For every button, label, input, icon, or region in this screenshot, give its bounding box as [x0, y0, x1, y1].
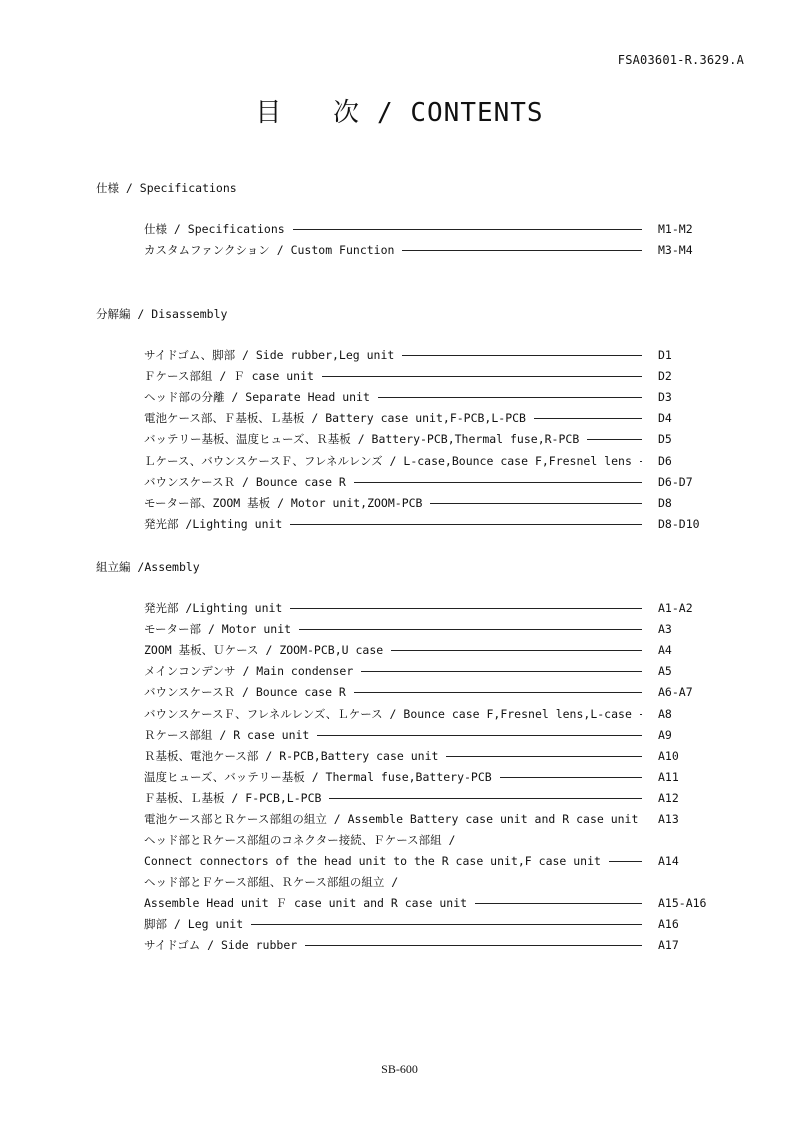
toc-entry[interactable] [144, 452, 704, 470]
toc-entry-page: M3-M4 [658, 243, 693, 257]
toc-entry-page: D5 [658, 432, 672, 446]
leader-line [317, 735, 642, 736]
toc-entry[interactable] [144, 367, 704, 385]
section-heading-disassembly: 分解編 / Disassembly [96, 307, 228, 321]
toc-entry-label: Ｌケース、バウンスケースＦ、フレネルレンズ / L-case,Bounce case F,Fresnel lens [144, 454, 632, 468]
leader-line [475, 903, 642, 904]
toc-entry[interactable] [144, 683, 704, 701]
toc-entry-label: バウンスケースＲ / Bounce case R [144, 685, 346, 699]
toc-entry[interactable] [144, 346, 704, 364]
toc-entry[interactable] [144, 810, 704, 828]
toc-entry-page: D8-D10 [658, 517, 700, 531]
leader-line [640, 461, 642, 462]
toc-entry-page: A10 [658, 749, 679, 763]
leader-line [402, 355, 642, 356]
toc-entry-label: ヘッド部とＲケース部組のコネクター接続、Ｆケース部組 / [144, 833, 456, 847]
page-title [0, 92, 799, 129]
toc-entry-label: ヘッド部の分離 / Separate Head unit [144, 390, 370, 404]
toc-entry[interactable] [144, 789, 704, 807]
toc-entry-label: Ｆケース部組 / Ｆ case unit [144, 369, 314, 383]
leader-line [534, 418, 642, 419]
toc-entry-label: 温度ヒューズ、バッテリー基板 / Thermal fuse,Battery-PCB [144, 770, 492, 784]
toc-entry-page: D8 [658, 496, 672, 510]
toc-entry-page: A17 [658, 938, 679, 952]
leader-line [402, 250, 642, 251]
title-english: CONTENTS [410, 98, 544, 128]
toc-entry-label: Assemble Head unit Ｆ case unit and R case unit [144, 896, 468, 910]
toc-entry-page: A6-A7 [658, 685, 693, 699]
document-code: FSA03601-R.3629.A [617, 53, 744, 67]
toc-entry-label: ZOOM 基板、Ｕケース / ZOOM-PCB,U case [144, 643, 384, 657]
leader-line [361, 671, 642, 672]
toc-entry-page: A11 [658, 770, 679, 784]
toc-entry-page: D6-D7 [658, 475, 693, 489]
toc-entry-label: サイドゴム、脚部 / Side rubber,Leg unit [144, 348, 395, 362]
toc-entry-label: モーター部 / Motor unit [144, 622, 292, 636]
toc-entry-label: Ｒケース部組 / R case unit [144, 728, 310, 742]
toc-entry[interactable] [144, 430, 704, 448]
leader-line [354, 692, 642, 693]
toc-entry[interactable] [144, 726, 704, 744]
toc-entry-page: D2 [658, 369, 672, 383]
page-footer-model: SB-600 [381, 1062, 418, 1076]
toc-entry-page: D6 [658, 454, 672, 468]
toc-entry-page: M1-M2 [658, 222, 693, 236]
leader-line [354, 482, 642, 483]
leader-line [391, 650, 642, 651]
toc-entry[interactable] [144, 936, 704, 954]
toc-entry[interactable] [144, 241, 704, 259]
toc-entry-label: サイドゴム / Side rubber [144, 938, 298, 952]
toc-entry-label: Connect connectors of the head unit to the R case unit,F case unit [144, 854, 601, 868]
toc-entry-page: D4 [658, 411, 672, 425]
toc-entry-page: A16 [658, 917, 679, 931]
toc-entry-page: A13 [658, 812, 679, 826]
toc-entry-label: バウンスケースＲ / Bounce case R [144, 475, 346, 489]
toc-entry-label: モーター部、ZOOM 基板 / Motor unit,ZOOM-PCB [144, 496, 423, 510]
toc-entry-label: Ｆ基板、Ｌ基板 / F-PCB,L-PCB [144, 791, 322, 805]
toc-entry-page: D3 [658, 390, 672, 404]
toc-entry[interactable] [144, 915, 704, 933]
title-separator: / [377, 98, 394, 128]
leader-line [299, 629, 642, 630]
toc-entry[interactable] [144, 747, 704, 765]
title-japanese: 目 次 [255, 98, 378, 128]
toc-entry-label: バッテリー基板、温度ヒューズ、Ｒ基板 / Battery-PCB,Thermal fuse,R-PCB [144, 432, 580, 446]
section-heading-specifications: 仕様 / Specifications [96, 181, 237, 195]
leader-line [305, 945, 642, 946]
leader-line [290, 524, 642, 525]
toc-entry-label: バウンスケースＦ、フレネルレンズ、Ｌケース / Bounce case F,Fresnel lens,L-case [144, 707, 632, 721]
toc-entry-page: A4 [658, 643, 672, 657]
toc-entry-label: 電池ケース部とＲケース部組の組立 / Assemble Battery case unit and R case unit [144, 812, 639, 826]
toc-entry-page: D1 [658, 348, 672, 362]
leader-line [446, 756, 642, 757]
toc-entry-page: A5 [658, 664, 672, 678]
toc-entry-label: カスタムファンクション / Custom Function [144, 243, 395, 257]
leader-line [609, 861, 642, 862]
toc-entry[interactable] [144, 220, 704, 238]
toc-entry[interactable] [144, 388, 704, 406]
toc-entry-page: A15-A16 [658, 896, 707, 910]
toc-entry-label: 発光部 /Lighting unit [144, 517, 283, 531]
toc-entry[interactable] [144, 599, 704, 617]
toc-entry-label: 脚部 / Leg unit [144, 917, 244, 931]
leader-line [322, 376, 642, 377]
leader-line [251, 924, 642, 925]
toc-entry[interactable] [144, 662, 704, 680]
toc-entry-page: A9 [658, 728, 672, 742]
toc-entry[interactable] [144, 894, 707, 912]
toc-entry-label: 仕様 / Specifications [144, 222, 285, 236]
leader-line [587, 439, 642, 440]
leader-line [290, 608, 642, 609]
toc-entry-label: 電池ケース部、Ｆ基板、Ｌ基板 / Battery case unit,F-PCB,L-PCB [144, 411, 526, 425]
toc-entry-page: A8 [658, 707, 672, 721]
leader-line [293, 229, 642, 230]
toc-entry-page: A1-A2 [658, 601, 693, 615]
leader-line [430, 503, 642, 504]
toc-entry-page: A12 [658, 791, 679, 805]
toc-entry-page: A3 [658, 622, 672, 636]
toc-entry[interactable] [144, 409, 704, 427]
toc-entry[interactable] [144, 768, 704, 786]
leader-line [640, 714, 642, 715]
toc-entry-label: Ｒ基板、電池ケース部 / R-PCB,Battery case unit [144, 749, 439, 763]
leader-line [378, 397, 642, 398]
section-heading-assembly: 組立編 /Assembly [96, 560, 200, 574]
toc-entry[interactable] [144, 473, 704, 491]
toc-entry[interactable] [144, 852, 704, 870]
leader-line [500, 777, 642, 778]
toc-entry[interactable] [144, 641, 704, 659]
toc-entry-label: メインコンデンサ / Main condenser [144, 664, 354, 678]
toc-entry[interactable] [144, 515, 704, 533]
toc-entry[interactable] [144, 620, 704, 638]
toc-entry-continued [144, 831, 704, 849]
toc-entry-label: ヘッド部とＦケース部組、Ｒケース部組の組立 / [144, 875, 399, 889]
toc-entry-page: A14 [658, 854, 679, 868]
toc-entry-label: 発光部 /Lighting unit [144, 601, 283, 615]
toc-entry-continued [144, 873, 704, 891]
leader-line [329, 798, 642, 799]
toc-entry[interactable] [144, 705, 704, 723]
toc-entry[interactable] [144, 494, 704, 512]
